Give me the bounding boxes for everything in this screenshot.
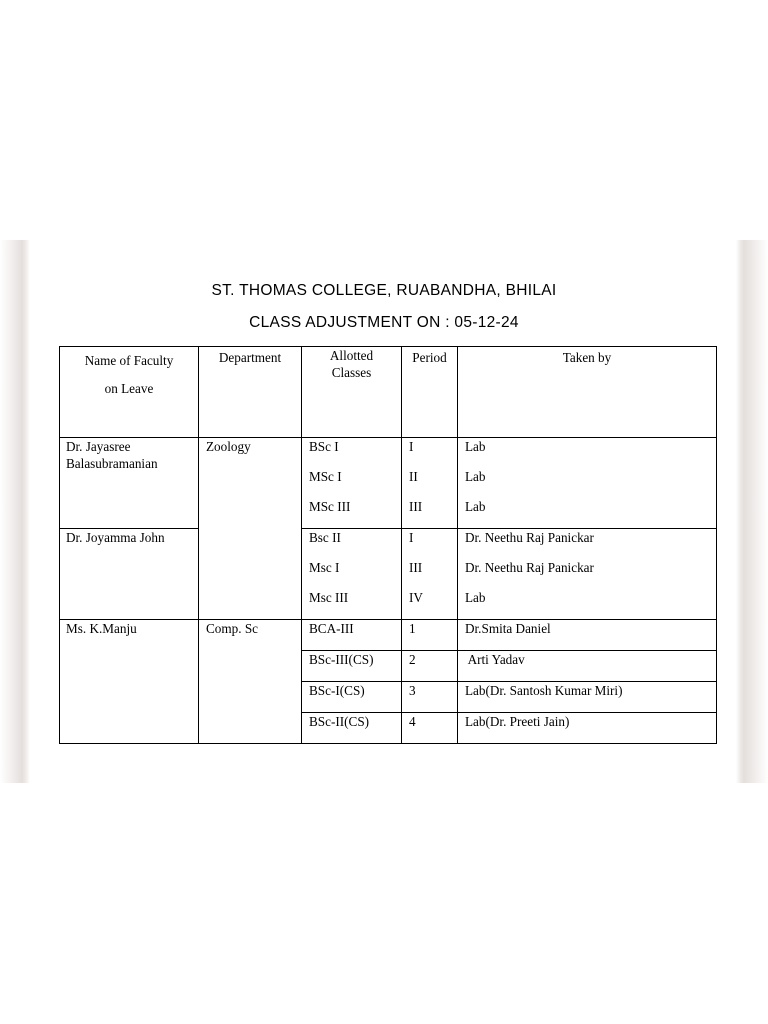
table-header-row — [60, 347, 717, 438]
taken-by-cell: Lab(Dr. Santosh Kumar Miri) — [458, 682, 717, 713]
period-cell: I III IV — [402, 529, 458, 620]
header-allotted-classes: Allotted Classes — [302, 347, 402, 438]
header-taken-by: Taken by — [458, 347, 717, 438]
classes-cell: Bsc II Msc I Msc III — [302, 529, 402, 620]
taken-by-cell: Arti Yadav — [458, 651, 717, 682]
classes-cell: BSc I MSc I MSc III — [302, 438, 402, 529]
period-cell: 1 — [402, 620, 458, 651]
table-row — [60, 620, 717, 651]
faculty-cell: Dr. Joyamma John — [60, 529, 199, 620]
faculty-cell: Ms. K.Manju — [60, 620, 199, 744]
table-row — [60, 438, 717, 529]
period-cell: 2 — [402, 651, 458, 682]
period-cell: 3 — [402, 682, 458, 713]
college-title: ST. THOMAS COLLEGE, RUABANDHA, BHILAI — [211, 282, 557, 299]
class-cell: BSc-II(CS) — [302, 713, 402, 744]
class-adjustment-table — [59, 346, 717, 744]
header-department: Department — [199, 347, 302, 438]
class-cell: BSc-I(CS) — [302, 682, 402, 713]
header-faculty: Name of Faculty on Leave — [60, 347, 199, 438]
department-cell: Zoology — [199, 438, 302, 620]
taken-by-cell: Lab Lab Lab — [458, 438, 717, 529]
class-cell: BCA-III — [302, 620, 402, 651]
taken-by-cell: Dr.Smita Daniel — [458, 620, 717, 651]
period-cell: I II III — [402, 438, 458, 529]
faculty-cell: Dr. Jayasree Balasubramanian — [60, 438, 199, 529]
taken-by-cell: Dr. Neethu Raj Panickar Dr. Neethu Raj Panickar Lab — [458, 529, 717, 620]
adjustment-heading: CLASS ADJUSTMENT ON : 05-12-24 — [249, 314, 519, 331]
period-cell: 4 — [402, 713, 458, 744]
header-period: Period — [402, 347, 458, 438]
class-cell: BSc-III(CS) — [302, 651, 402, 682]
department-cell: Comp. Sc — [199, 620, 302, 744]
taken-by-cell: Lab(Dr. Preeti Jain) — [458, 713, 717, 744]
table-row — [60, 529, 717, 620]
